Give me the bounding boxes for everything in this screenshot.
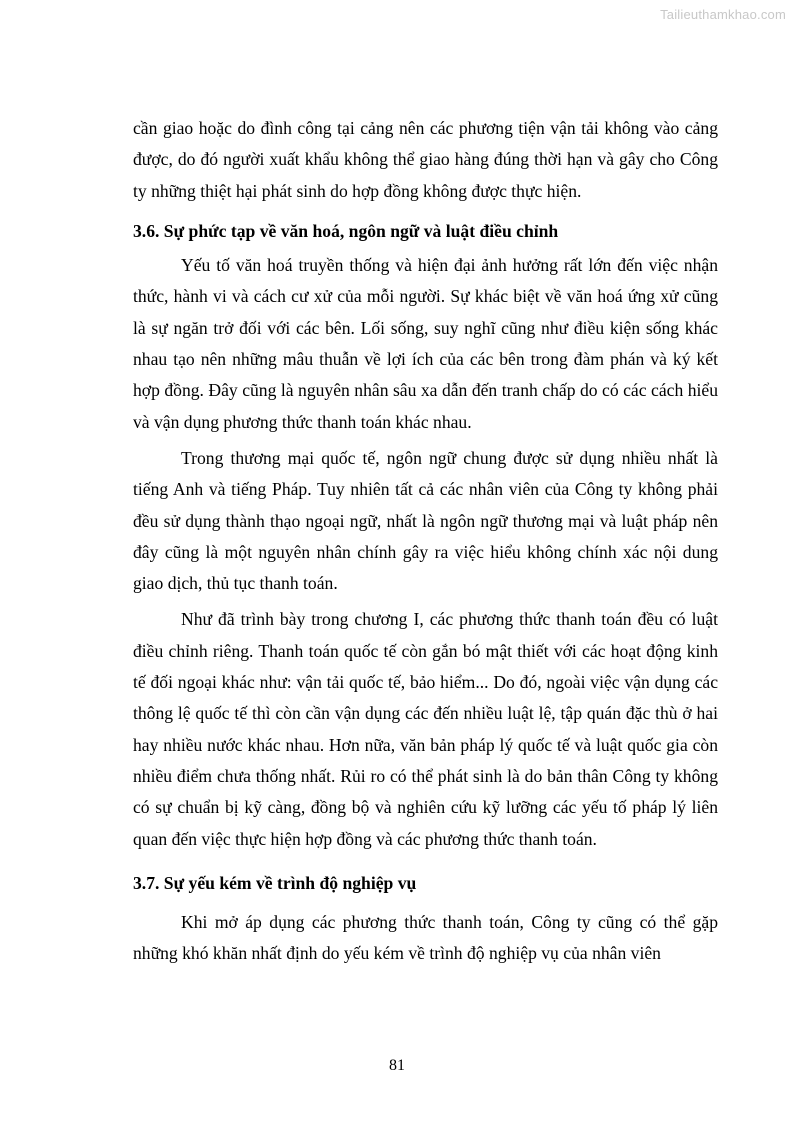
paragraph-culture: Yếu tố văn hoá truyền thống và hiện đại ảnh hưởng rất lớn đến việc nhận thức, hành vi và cách cư xử của mỗi người. Sự khác biệt về văn hoá ứng xử cũng là sự ngăn trở đối với các bên. Lối sống, suy nghĩ cũng như điều kiện sống khác nhau tạo nên những mâu thuẫn về lợi ích của các bên trong đàm phán và ký kết hợp đồng. Đây cũng là nguyên nhân sâu xa dẫn đến tranh chấp do có các cách hiểu và vận dụng phương thức thanh toán khác nhau. bbox=[133, 255, 718, 432]
section-heading-3-6: 3.6. Sự phức tạp về văn hoá, ngôn ngữ và luật điều chỉnh bbox=[133, 220, 559, 241]
paragraph-expertise: Khi mở áp dụng các phương thức thanh toán, Công ty cũng có thể gặp những khó khăn nhất định do yếu kém về trình độ nghiệp vụ của nhân viên bbox=[133, 912, 718, 964]
section-heading-3-7: 3.7. Sự yếu kém về trình độ nghiệp vụ bbox=[133, 872, 417, 893]
paragraph-legal: Như đã trình bày trong chương I, các phương thức thanh toán đều có luật điều chỉnh riêng. Thanh toán quốc tế còn gắn bó mật thiết với các hoạt động kinh tế đối ngoại khác như: vận tải quốc tế, bảo hiểm... Do đó, ngoài việc vận dụng các thông lệ quốc tế thì còn cần vận dụng các đến nhiều luật lệ, tập quán đặc thù ở hai hay nhiều nước khác nhau. Hơn nữa, văn bản pháp lý quốc tế và luật quốc gia còn nhiều điểm chưa thống nhất. Rủi ro có thể phát sinh là do bản thân Công ty không có sự chuẩn bị kỹ càng, đồng bộ và nghiên cứu kỹ lưỡng các yếu tố pháp lý liên quan đến việc thực hiện hợp đồng và các phương thức thanh toán. bbox=[133, 609, 718, 849]
page-number: 81 bbox=[389, 1057, 405, 1074]
page-content bbox=[133, 113, 718, 970]
paragraph-continuation: cần giao hoặc do đình công tại cảng nên các phương tiện vận tải không vào cảng được, do đó người xuất khẩu không thể giao hàng đúng thời hạn và gây cho Công ty những thiệt hại phát sinh do hợp đồng không được thực hiện. bbox=[133, 118, 718, 201]
watermark-text: Tailieuthamkhao.com bbox=[660, 7, 786, 22]
paragraph-language: Trong thương mại quốc tế, ngôn ngữ chung được sử dụng nhiều nhất là tiếng Anh và tiếng Pháp. Tuy nhiên tất cả các nhân viên của Công ty không phải đều sử dụng thành thạo ngoại ngữ, nhất là ngôn ngữ thương mại và luật pháp nên đây cũng là một nguyên nhân chính gây ra việc hiểu không chính xác nội dung giao dịch, thủ tục thanh toán. bbox=[133, 447, 718, 594]
